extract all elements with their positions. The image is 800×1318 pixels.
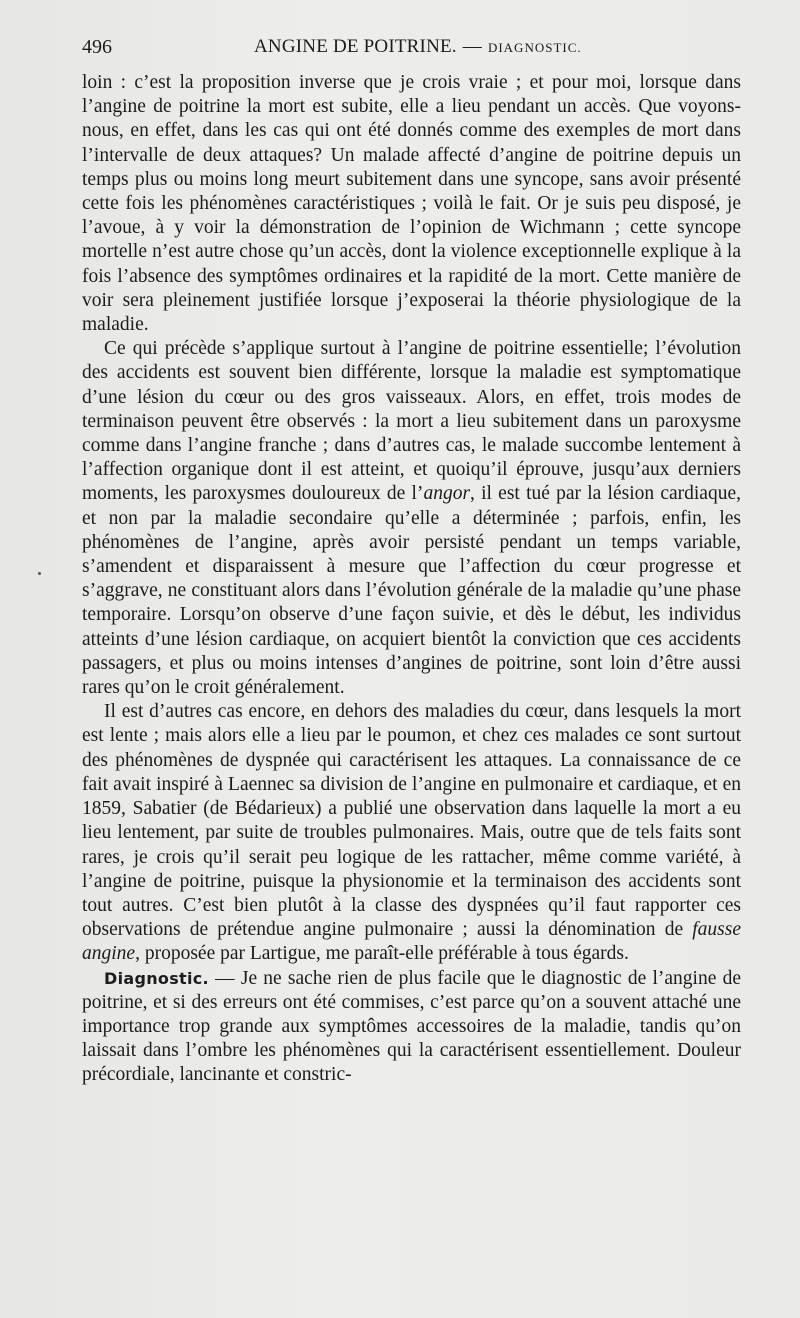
paragraph-3-part-b: , proposée par Lartigue, me paraît-elle préférable à tous égards.: [135, 943, 629, 965]
page-header: [82, 36, 742, 66]
section-title-diagnostic: Diagnostic.: [104, 968, 209, 988]
paragraph-3-italic: fausse angine: [82, 919, 741, 965]
margin-mark: [38, 572, 41, 575]
paragraph-2-part-a: Ce qui précède s’applique surtout à l’angine de poitrine essentielle; l’évolution des accidents est souvent bien différente, lorsque la maladie est symptomatique d’une lésion du cœur ou des gros vaisseaux. Alors, en effet, trois modes de terminaison peuvent être observés : la mort a lieu subitement dans un paroxysme comme dans l’angine franche ; dans d’autres cas, le malade succombe lentement à l’affection organique dont il est atteint, et quoiqu’il éprouve, jusqu’aux derniers moments, les paroxysmes douloureux de l’: [82, 338, 741, 505]
paragraph-2-part-b: , il est tué par la lésion cardiaque, et non par la maladie secondaire qu’elle a déterminée ; parfois, enfin, les phénomènes de l’angine, après avoir persisté pendant un temps variable, s’amendent et disparaissent à mesure que l’affection du cœur progresse et s’aggrave, ne constituant alors dans l’évolution générale de la maladie qu’une phase temporaire. Lorsqu’on observe d’une façon suivie, et dès le début, les individus atteints d’une lésion cardiaque, on acquiert bientôt la conviction que ces accidents passagers, et plus ou moins intenses d’angines de poitrine, sont loin d’être aussi rares qu’on le croit généralement.: [82, 483, 741, 699]
body-text: [82, 71, 741, 1088]
running-head-separator: —: [462, 36, 482, 57]
paragraph-1: loin : c’est la proposition inverse que je crois vraie ; et pour moi, lorsque dans l’angine de poitrine la mort est subite, elle a lieu pendant un accès. Que voyons-nous, en effet, dans les cas qui ont été donnés comme des exemples de mort dans l’intervalle de deux attaques? Un malade affecté d’angine de poitrine depuis un temps plus ou moins long meurt subitement dans une syncope, sans avoir présenté cette fois les phénomènes caractéristiques ; voilà le fait. Or je suis peu disposé, je l’avoue, à y voir la démonstration de l’opinion de Wichmann ; cette syncope mortelle n’est autre chose qu’un accès, dont la violence exceptionnelle explique à la fois l’absence des symptômes ordinaires et la rapidité de la mort. Cette manière de voir sera pleinement justifiée lorsque j’exposerai la théorie physiologique de la maladie.: [82, 72, 741, 336]
page-number: 496: [82, 36, 112, 58]
running-head-title: ANGINE DE POITRINE.: [254, 36, 457, 57]
paragraph-3: [82, 700, 741, 966]
paragraph-2-italic: angor: [423, 483, 471, 505]
paragraph-diagnostic-text: — Je ne sache rien de plus facile que le diagnostic de l’angine de poitrine, et si des erreurs ont été commises, c’est parce qu’on a souvent attaché une importance trop grande aux symptômes accessoires de la maladie, tandis qu’on laissait dans l’ombre les phénomènes qui la caractérisent essentiellement. Douleur précordiale, lancinante et constric-: [82, 967, 741, 1086]
paragraph-2: [82, 337, 741, 700]
paragraph-diagnostic: [82, 967, 741, 1088]
running-head-section: DIAGNOSTIC.: [487, 40, 582, 55]
running-head: [254, 36, 582, 58]
paragraph-3-part-a: Il est d’autres cas encore, en dehors des maladies du cœur, dans lesquels la mort est lente ; mais alors elle a lieu par le poumon, et chez ces malades ce sont surtout des phénomènes de dyspnée qui caractérisent les attaques. La connaissance de ce fait avait inspiré à Laennec sa division de l’angine en pulmonaire et cardiaque, et en 1859, Sabatier (de Bédarieux) a publié une observation dans laquelle la mort a eu lieu lentement, par suite de troubles pulmonaires. Mais, outre que de tels faits sont rares, je crois qu’il serait peu logique de les rattacher, même comme variété, à l’angine de poitrine, puisque la physionomie et la terminaison des accidents sont tout autres. C’est bien plutôt à la classe des dyspnées qu’il faut rapporter ces observations de prétendue angine pulmonaire ; aussi la dénomination de: [82, 701, 741, 941]
